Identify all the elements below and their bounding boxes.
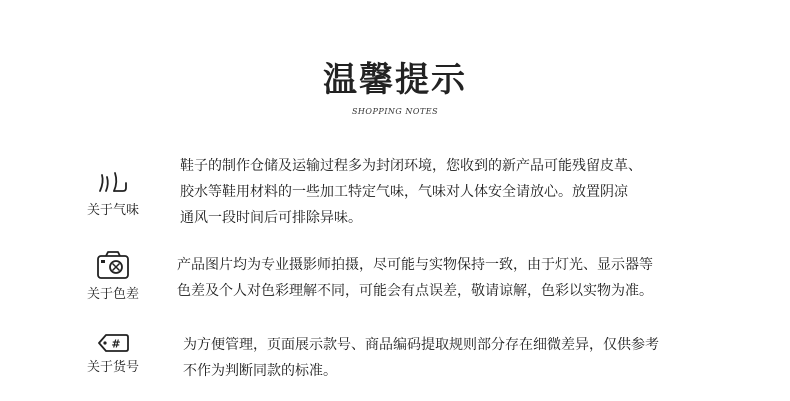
price-tag-icon [96, 333, 130, 353]
text-line: 为方便管理，页面展示款号、商品编码提取规则部分存在细微差异，仅供参考 [183, 337, 659, 353]
sku-text [183, 332, 659, 384]
sku-label: 关于货号 [86, 360, 139, 375]
color-text [177, 252, 653, 304]
text-line: 产品图片均为专业摄影师拍摄，尽可能与实物保持一致，由于灯光、显示器等 [177, 257, 653, 273]
odor-label: 关于气味 [86, 203, 139, 218]
text-line: 不作为判断同款的标准。 [183, 363, 337, 379]
page-subtitle: SHOPPING NOTES [351, 107, 439, 116]
text-line: 色差及个人对色彩理解不同，可能会有点误差，敬请谅解，色彩以实物为准。 [177, 283, 653, 299]
odor-text [180, 153, 642, 231]
color-section-icon-box [83, 250, 143, 302]
sku-section-icon-box [83, 333, 143, 375]
color-label: 关于色差 [86, 287, 139, 302]
odor-icon [95, 170, 131, 196]
odor-section-icon-box [83, 170, 143, 218]
camera-icon [96, 250, 130, 280]
text-line: 鞋子的制作仓储及运输过程多为封闭环境，您收到的新产品可能残留皮革、 [180, 158, 642, 174]
text-line: 通风一段时间后可排除异味。 [180, 210, 362, 226]
svg-text:#: # [111, 337, 121, 351]
text-line: 胶水等鞋用材料的一些加工特定气味，气味对人体安全请放心。放置阴凉 [180, 184, 628, 200]
page-title: 温馨提示 [323, 60, 467, 100]
